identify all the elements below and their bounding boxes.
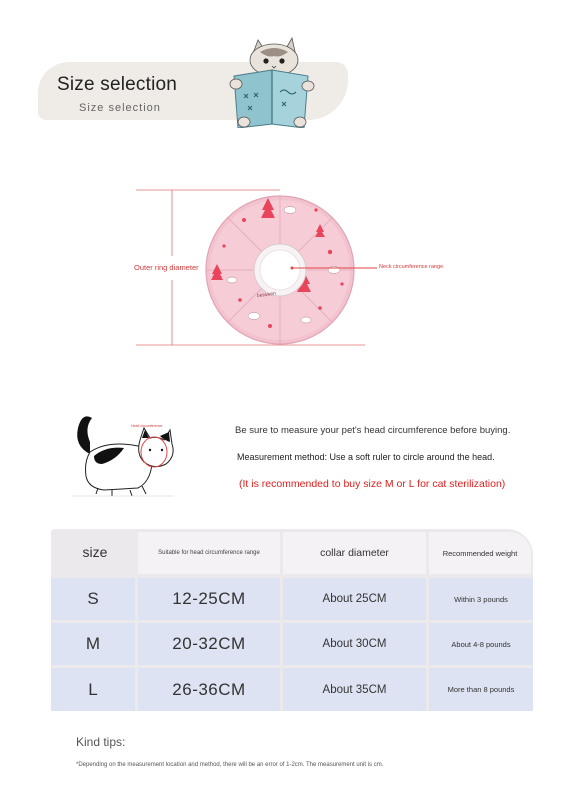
cat-measurement-illustration — [68, 406, 178, 498]
sterilization-recommendation-text: (It is recommended to buy size M or L for cat sterilization) — [239, 478, 506, 490]
kind-tips-heading: Kind tips: — [76, 735, 126, 749]
measurement-error-note: *Depending on the measurement location and method, there will be an error of 1-2cm. The measurement unit is cm. — [76, 762, 384, 768]
table-row-head-range: 20-32CM — [138, 623, 280, 665]
table-row-weight: Within 3 pounds — [429, 578, 533, 620]
cat-reading-book-illustration — [222, 36, 322, 128]
measure-advice-text: Be sure to measure your pet's head circumference before buying. — [235, 425, 511, 436]
table-row-size: M — [51, 623, 135, 665]
outer-ring-diameter-label: Outer ring diameter — [134, 263, 199, 272]
table-row-head-range: 12-25CM — [138, 578, 280, 620]
table-row-size: L — [51, 668, 135, 711]
table-row-size: S — [51, 578, 135, 620]
table-header-head-range: Suitable for head circumference range — [138, 532, 280, 574]
table-row-collar-diameter: About 30CM — [283, 623, 426, 665]
table-header-collar-diameter: collar diameter — [283, 532, 426, 574]
table-row-weight: About 4-8 pounds — [429, 623, 533, 665]
table-row-collar-diameter: About 35CM — [283, 668, 426, 711]
table-row-collar-diameter: About 25CM — [283, 578, 426, 620]
measurement-method-text: Measurement method: Use a soft ruler to circle around the head. — [237, 452, 495, 462]
size-table — [51, 529, 533, 711]
table-header-size: size — [82, 544, 108, 560]
page-subtitle: Size selection — [79, 102, 161, 114]
page-title: Size selection — [57, 74, 178, 95]
table-row-weight: More than 8 pounds — [429, 668, 533, 711]
head-circumference-label: Head circumference — [131, 424, 163, 428]
neck-circumference-label: Neck circumference range — [379, 264, 444, 270]
table-header-recommended-weight: Recommended weight — [429, 532, 531, 574]
table-row-head-range: 26-36CM — [138, 668, 280, 711]
collar-print-text: between — [256, 290, 277, 300]
